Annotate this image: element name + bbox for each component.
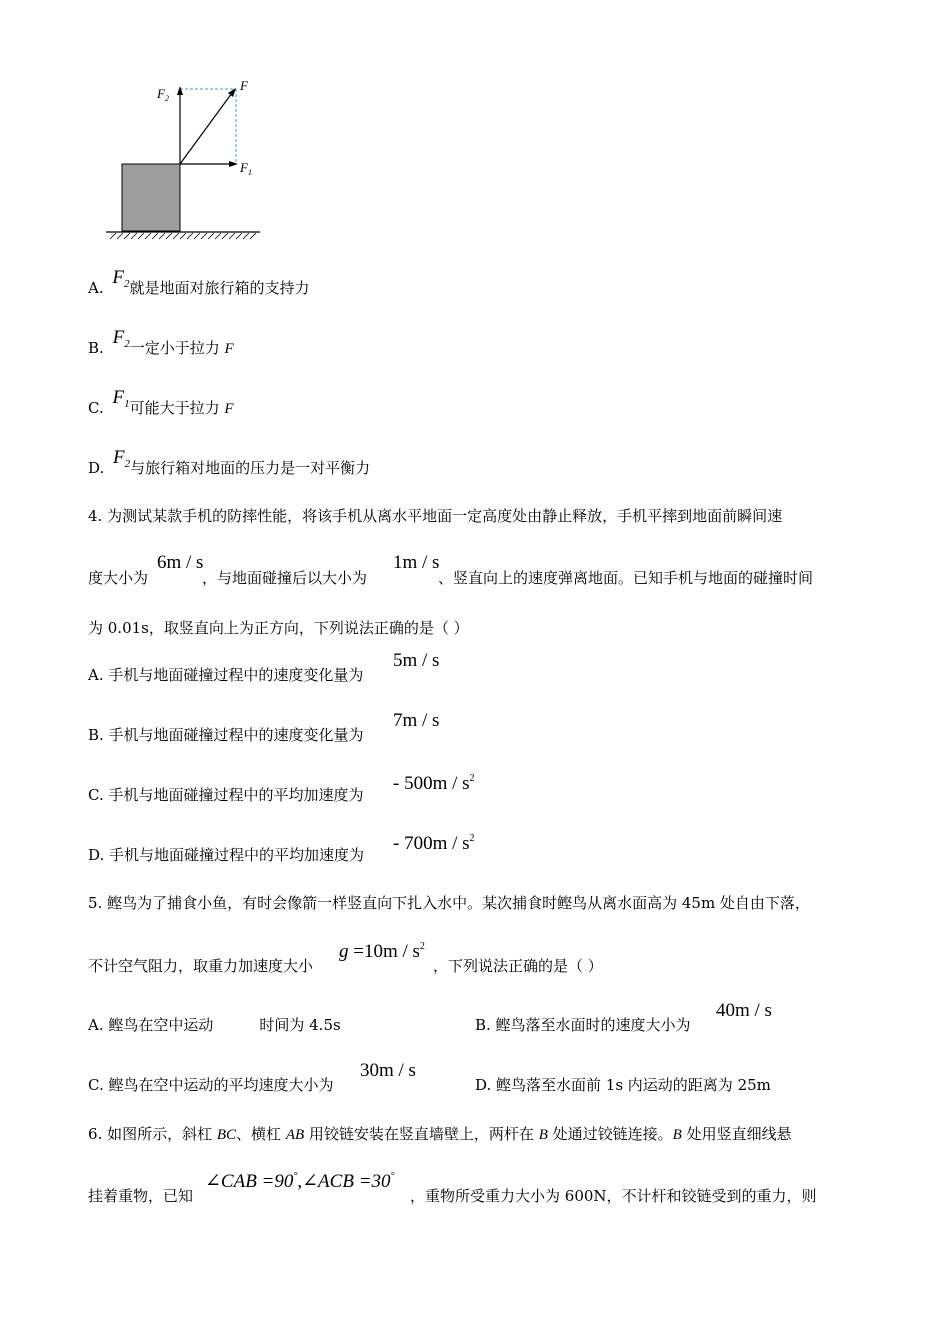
stem-text: ，与地面碰撞后以大小为: [202, 569, 368, 587]
q5-option-a: [88, 1015, 341, 1035]
stem-text: 度大小为: [88, 569, 149, 587]
q3-option-a: [88, 267, 310, 304]
q6-stem-line-1: [88, 1124, 792, 1145]
q4-option-c: [88, 785, 363, 805]
stem-text: 挂着重物，已知: [88, 1187, 194, 1205]
f2-arrow: [177, 86, 183, 164]
q3-option-d: [88, 447, 371, 484]
b-symbol: B: [672, 1127, 682, 1143]
q5-stem-line-2: [88, 956, 313, 976]
q4-stem-line-1: 4. 为测试某款手机的防摔性能，将该手机从离水平地面一定高度处由静止释放，手机平摔到地面前瞬间速: [88, 507, 783, 525]
f2-label: $F_2$: [157, 86, 169, 103]
option-letter: B.: [88, 339, 104, 357]
option-text: D. 手机与地面碰撞过程中的平均加速度为: [88, 846, 365, 864]
q4-d-value: - $700m / s^2$: [393, 833, 475, 854]
f2-symbol: $F_2$: [112, 327, 130, 350]
f1-label: $F_1$: [240, 160, 252, 177]
q4-stem-line-2: [88, 568, 148, 588]
q6-stem-line-2: [88, 1186, 193, 1206]
q5-option-c: [88, 1075, 333, 1095]
stem-text: 、竖直向上的速度弹离地面。已知手机与地面的碰撞时间: [438, 569, 814, 587]
option-text: 时间为 4.5s: [259, 1016, 341, 1034]
f-resultant-arrow: [180, 88, 236, 164]
f1-arrow: [180, 161, 238, 167]
option-text: 一定小于拉力: [129, 339, 220, 357]
option-text: A. 鲣鸟在空中运动: [88, 1016, 214, 1034]
option-text: C. 鲣鸟在空中运动的平均速度大小为: [88, 1076, 334, 1094]
f2-symbol: $F_2$: [113, 447, 131, 470]
option-text: A. 手机与地面碰撞过程中的速度变化量为: [88, 666, 364, 684]
f-symbol: F: [224, 401, 234, 417]
f2-symbol: $F_2$: [112, 267, 130, 290]
stem-text: 不计空气阻力，取重力加速度大小: [88, 957, 314, 975]
option-text: 与旅行箱对地面的压力是一对平衡力: [130, 459, 371, 477]
q5-option-b: B. 鲣鸟落至水面时的速度大小为: [475, 1016, 691, 1034]
q4-v1-formula: 6m / s: [157, 552, 204, 573]
stem-text: ，重物所受重力大小为 600N，不计杆和铰链受到的重力，则: [410, 1187, 817, 1205]
stem-text: 处用竖直细线悬: [681, 1125, 792, 1143]
ground-hatching: [110, 233, 256, 239]
f-symbol: F: [224, 341, 234, 357]
q5-stem-line-1: 5. 鲣鸟为了捕食小鱼，有时会像箭一样竖直向下扎入水中。某次捕食时鲣鸟从离水面高为 45m 处自由下落，: [88, 894, 810, 912]
q5-b-value: 40m / s: [716, 1000, 772, 1021]
q4-option-a: [88, 665, 363, 685]
q5-option-d: D. 鲣鸟落至水面前 1s 内运动的距离为 25m: [475, 1076, 771, 1094]
force-diagram: [100, 76, 270, 242]
option-letter: D.: [88, 459, 105, 477]
f-label: F: [240, 78, 248, 93]
stem-text: 处通过铰链连接。: [547, 1125, 673, 1143]
q4-option-b: [88, 725, 364, 745]
q4-a-value: 5m / s: [393, 650, 440, 671]
suitcase-block: [122, 164, 180, 231]
option-text: 就是地面对旅行箱的支持力: [129, 279, 310, 297]
option-text: B. 手机与地面碰撞过程中的速度变化量为: [88, 726, 364, 744]
option-text: 可能大于拉力: [129, 399, 220, 417]
q5-c-value: 30m / s: [360, 1060, 416, 1081]
q3-option-c: [88, 387, 234, 424]
q4-v2-formula: 1m / s: [393, 552, 440, 573]
ab-symbol: AB: [285, 1127, 305, 1143]
b-symbol: B: [538, 1127, 548, 1143]
option-letter: A.: [88, 279, 104, 297]
q4-option-d: [88, 845, 364, 865]
stem-text: ，下列说法正确的是（ ）: [433, 957, 603, 975]
option-text: C. 手机与地面碰撞过程中的平均加速度为: [88, 786, 364, 804]
option-letter: C.: [88, 399, 104, 417]
q6-angle-formula: ∠CAB =90°,∠ACB =30°: [205, 1171, 395, 1192]
q4-b-value: 7m / s: [393, 710, 440, 731]
bc-symbol: BC: [216, 1127, 237, 1143]
stem-text: 、横杠: [236, 1125, 286, 1143]
stem-text: 用铰链安装在竖直墙壁上，两杆在: [304, 1125, 539, 1143]
q3-option-b: [88, 327, 234, 364]
q4-c-value: - $500m / s^2$: [393, 773, 475, 794]
stem-text: 6. 如图所示，斜杠: [88, 1125, 217, 1143]
q4-stem-line-3: 为 0.01s，取竖直向上为正方向，下列说法正确的是（ ）: [88, 619, 469, 637]
q5-g-formula: $g =10m / s^2$: [339, 941, 425, 962]
f1-symbol: $F_1$: [112, 387, 130, 410]
